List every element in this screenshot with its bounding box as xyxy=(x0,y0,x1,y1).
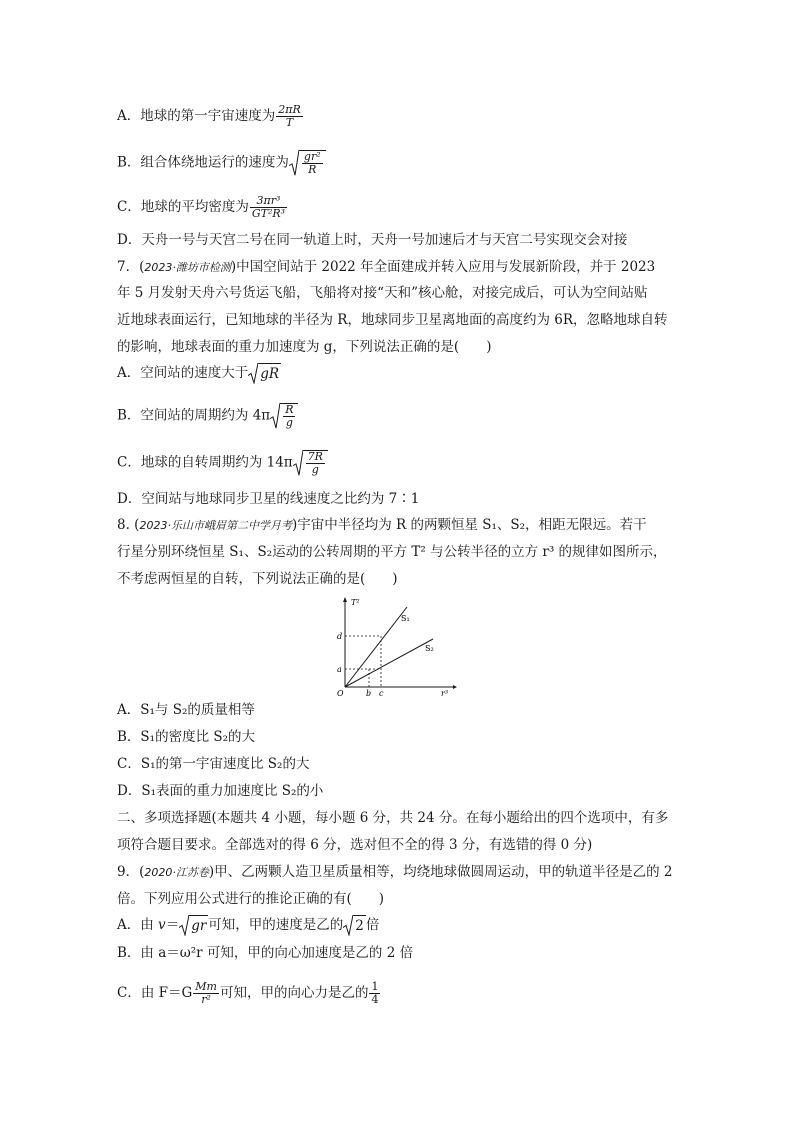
q8-option-c: C．S₁的第一宇宙速度比 S₂的大 xyxy=(117,756,310,772)
q9-option-a-text: A．由 xyxy=(117,917,159,933)
radicand: gr xyxy=(189,915,208,936)
q6-option-a-fraction xyxy=(276,104,303,129)
x-axis-label: r³ xyxy=(441,689,449,697)
q9-option-c xyxy=(117,981,381,1006)
q8-stem-line3: 不考虑两恒星的自转，下列说法正确的是( ) xyxy=(117,571,398,587)
radical-icon xyxy=(179,915,189,936)
s2-label: S₂ xyxy=(425,644,434,653)
fraction-denominator: r² xyxy=(201,993,211,1006)
q9-source: 2020·江苏卷 xyxy=(144,866,209,879)
fraction-denominator: R xyxy=(308,163,317,176)
tick-a: a xyxy=(337,665,342,674)
q6-option-a-text: A．地球的第一宇宙速度为 xyxy=(117,108,276,124)
sqrt-sign xyxy=(293,450,328,476)
q8-stem-line1 xyxy=(117,515,647,536)
q8-source: 2023·乐山市峨眉第二中学月考 xyxy=(139,519,292,532)
q7-option-b-fraction xyxy=(283,404,295,429)
s1-line xyxy=(345,607,407,687)
q8-option-b: B．S₁的密度比 S₂的大 xyxy=(117,729,256,745)
tick-d: d xyxy=(337,632,343,641)
q7-option-b-text: B．空间站的周期约为 4π xyxy=(117,407,271,424)
q8-option-a: A．S₁与 S₂的质量相等 xyxy=(117,702,255,718)
fraction-denominator: GT²R³ xyxy=(251,207,286,220)
q9-stem-line2: 倍。下列应用公式进行的推论正确的有( ) xyxy=(117,891,385,907)
q7-text: )中国空间站于 2022 年全面建成并转入应用与发展新阶段，并于 2023 xyxy=(230,259,656,275)
q9-option-a-mid: 可知，甲的速度是乙的 xyxy=(208,917,344,933)
q8-number: 8. ( xyxy=(117,517,140,533)
q9-stem-line1 xyxy=(117,862,673,883)
q9-text: )甲、乙两颗人造卫星质量相等，均绕地球做圆周运动，甲的轨道半径是乙的 2 xyxy=(208,864,673,880)
q6-option-b-fraction xyxy=(302,151,323,176)
q9-option-b: B．由 a＝ω²r 可知，甲的向心加速度是乙的 2 倍 xyxy=(117,945,414,961)
radicand: 2 xyxy=(353,915,366,936)
section2-heading-line1: 二、多项选择题(本题共 4 小题，每小题 6 分，共 24 分。在每小题给出的四个选项中，有多 xyxy=(117,810,669,826)
q9-number: 9．( xyxy=(117,864,145,880)
q9-option-c-mid: 可知，甲的向心力是乙的 xyxy=(219,985,369,1001)
radical-icon xyxy=(289,150,299,176)
q6-option-c-fraction xyxy=(250,195,287,220)
q6-option-c xyxy=(117,195,288,220)
radical-icon xyxy=(293,450,303,476)
q9-option-c-fraction2 xyxy=(369,981,380,1006)
variable-v: v xyxy=(158,917,166,933)
fraction-denominator: g xyxy=(285,416,293,429)
fraction-denominator: 4 xyxy=(371,993,379,1006)
radical-icon xyxy=(343,915,353,936)
q7-option-d: D．空间站与地球同步卫星的线速度之比约为 7∶1 xyxy=(117,491,420,507)
y-axis-arrow-icon xyxy=(343,597,347,602)
q6-option-a xyxy=(117,104,304,129)
radicand: gR xyxy=(258,363,281,384)
q7-stem-line4: 的影响，地球表面的重力加速度为 g，下列说法正确的是( ) xyxy=(117,339,492,355)
q8-option-d: D．S₁表面的重力加速度比 S₂的小 xyxy=(117,783,324,799)
q9-option-a-end: 倍 xyxy=(365,917,380,933)
q7-source: 2023·潍坊市检测 xyxy=(144,261,231,274)
s2-line xyxy=(345,639,433,687)
origin-label: O xyxy=(337,689,344,697)
radical-icon xyxy=(270,403,280,429)
q9-option-c-text: C．由 F＝G xyxy=(117,985,193,1001)
q7-option-a xyxy=(117,363,281,384)
sqrt-sign xyxy=(289,150,326,176)
fraction-numerator: R xyxy=(285,403,294,416)
q6-option-d: D．天舟一号与天宫二号在同一轨道上时，天舟一号加速后才与天宫二号实现交会对接 xyxy=(117,232,628,248)
q7-option-c-text: C．地球的自转周期约为 14π xyxy=(117,454,293,471)
sqrt-sign xyxy=(179,915,208,936)
t2-r3-graph xyxy=(333,597,457,697)
fraction-numerator: 3πr³ xyxy=(250,195,287,208)
q6-option-c-text: C．地球的平均密度为 xyxy=(117,199,249,215)
q9-option-a xyxy=(117,915,379,936)
tick-b: b xyxy=(366,689,372,697)
fraction-numerator: 2πR xyxy=(278,103,301,116)
q7-stem-line3: 近地球表面运行，已知地球的半径为 R，地球同步卫星离地面的高度约为 6R，忽略地球自转 xyxy=(117,312,668,328)
sqrt-sign xyxy=(270,403,298,429)
sqrt-sign xyxy=(343,915,366,936)
tick-c: c xyxy=(379,689,384,697)
q7-option-a-text: A．空间站的速度大于 xyxy=(117,365,249,381)
fraction-numerator: gr² xyxy=(303,150,321,163)
fraction-numerator: 1 xyxy=(371,980,379,993)
q8-stem-line2: 行星分别环绕恒星 S₁、S₂运动的公转周期的平方 T² 与公转半径的立方 r³ 的规律如图所示， xyxy=(117,544,667,560)
section2-heading-line2: 项符合题目要求。全部选对的得 6 分，选对但不全的得 3 分，有选错的得 0 分) xyxy=(117,837,593,853)
equals-sign: ＝ xyxy=(165,917,180,933)
s1-label: S₁ xyxy=(401,614,410,623)
fraction-denominator: g xyxy=(311,463,319,476)
q6-option-b-text: B．组合体绕地运行的速度为 xyxy=(117,154,289,171)
sqrt-sign xyxy=(248,363,281,384)
y-axis-label: T² xyxy=(351,598,360,607)
q7-option-b xyxy=(117,403,298,429)
q6-option-b xyxy=(117,150,326,176)
radical-icon xyxy=(248,363,258,384)
fraction-denominator: T xyxy=(285,116,294,129)
x-axis-arrow-icon xyxy=(453,685,457,689)
q7-option-c-fraction xyxy=(306,451,325,476)
fraction-numerator: 7R xyxy=(307,450,323,463)
q7-stem-line1 xyxy=(117,257,655,278)
q7-number: 7．( xyxy=(117,259,145,275)
q8-text: )宇宙中半径均为 R 的两颗恒星 S₁、S₂，相距无限远。若干 xyxy=(291,517,647,533)
q9-option-c-fraction xyxy=(193,981,219,1006)
q7-stem-line2: 年 5 月发射天舟六号货运飞船，飞船将对接“天和”核心舱，对接完成后，可认为空间站贴 xyxy=(117,285,648,301)
fraction-numerator: Mm xyxy=(195,980,217,993)
q7-option-c xyxy=(117,450,328,476)
